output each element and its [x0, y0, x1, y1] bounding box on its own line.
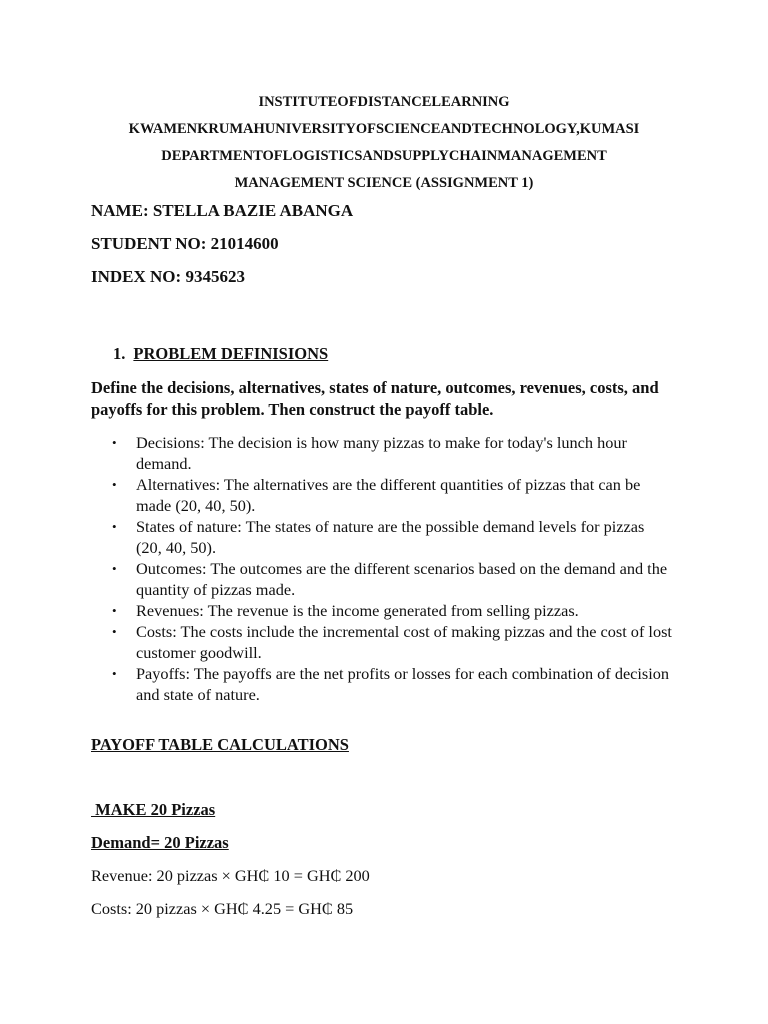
section-title	[113, 344, 328, 364]
bullet-icon: •	[112, 519, 117, 534]
list-item	[112, 516, 672, 558]
payoff-heading: PAYOFF TABLE CALCULATIONS	[91, 735, 349, 754]
student-name: NAME: STELLA BAZIE ABANGA	[91, 201, 354, 220]
list-item-text: Revenues: The revenue is the income generated from selling pizzas.	[136, 601, 579, 620]
list-item-text: States of nature: The states of nature are the possible demand levels for pizzas (20, 40, 50).	[136, 517, 645, 557]
department-heading: DEPARTMENTOFLOGISTICSANDSUPPLYCHAINMANAGEMENT	[161, 148, 607, 164]
definitions-list	[112, 432, 672, 705]
bullet-icon: •	[112, 477, 117, 492]
bullet-icon: •	[112, 603, 117, 618]
index-number: INDEX NO: 9345623	[91, 267, 245, 286]
list-item	[112, 600, 672, 621]
institute-heading: INSTITUTEOFDISTANCELEARNING	[258, 94, 510, 110]
list-item	[112, 432, 672, 474]
bullet-icon: •	[112, 561, 117, 576]
list-item	[112, 663, 672, 705]
university-heading: KWAMENKRUMAHUNIVERSITYOFSCIENCEANDTECHNOLOGY,KUMASI	[128, 121, 640, 137]
list-item	[112, 558, 672, 600]
revenue-line: Revenue: 20 pizzas × GH₵ 10 = GH₵ 200	[91, 866, 370, 885]
list-item-text: Alternatives: The alternatives are the different quantities of pizzas that can be made (20, 40, 50).	[136, 475, 641, 515]
list-item-text: Decisions: The decision is how many pizzas to make for today's lunch hour demand.	[136, 433, 627, 473]
bullet-icon: •	[112, 624, 117, 639]
make-heading: MAKE 20 Pizzas	[91, 800, 216, 819]
bullet-icon: •	[112, 666, 117, 681]
course-heading: MANAGEMENT SCIENCE (ASSIGNMENT 1)	[234, 175, 534, 191]
costs-line: Costs: 20 pizzas × GH₵ 4.25 = GH₵ 85	[91, 899, 354, 918]
student-number: STUDENT NO: 21014600	[91, 234, 279, 253]
bullet-icon: •	[112, 435, 117, 450]
question-text: Define the decisions, alternatives, states of nature, outcomes, revenues, costs, and payoffs for this problem. Then construct the payoff table.	[91, 378, 659, 419]
list-item	[112, 621, 672, 663]
list-item	[112, 474, 672, 516]
demand-heading: Demand= 20 Pizzas	[91, 833, 229, 852]
list-item-text: Costs: The costs include the incremental cost of making pizzas and the cost of lost customer goodwill.	[136, 622, 672, 662]
section-title-text: PROBLEM DEFINISIONS	[133, 344, 329, 363]
list-item-text: Payoffs: The payoffs are the net profits or losses for each combination of decision and state of nature.	[136, 664, 670, 704]
section-number: 1.	[113, 344, 126, 363]
list-item-text: Outcomes: The outcomes are the different scenarios based on the demand and the quantity of pizzas made.	[136, 559, 668, 599]
